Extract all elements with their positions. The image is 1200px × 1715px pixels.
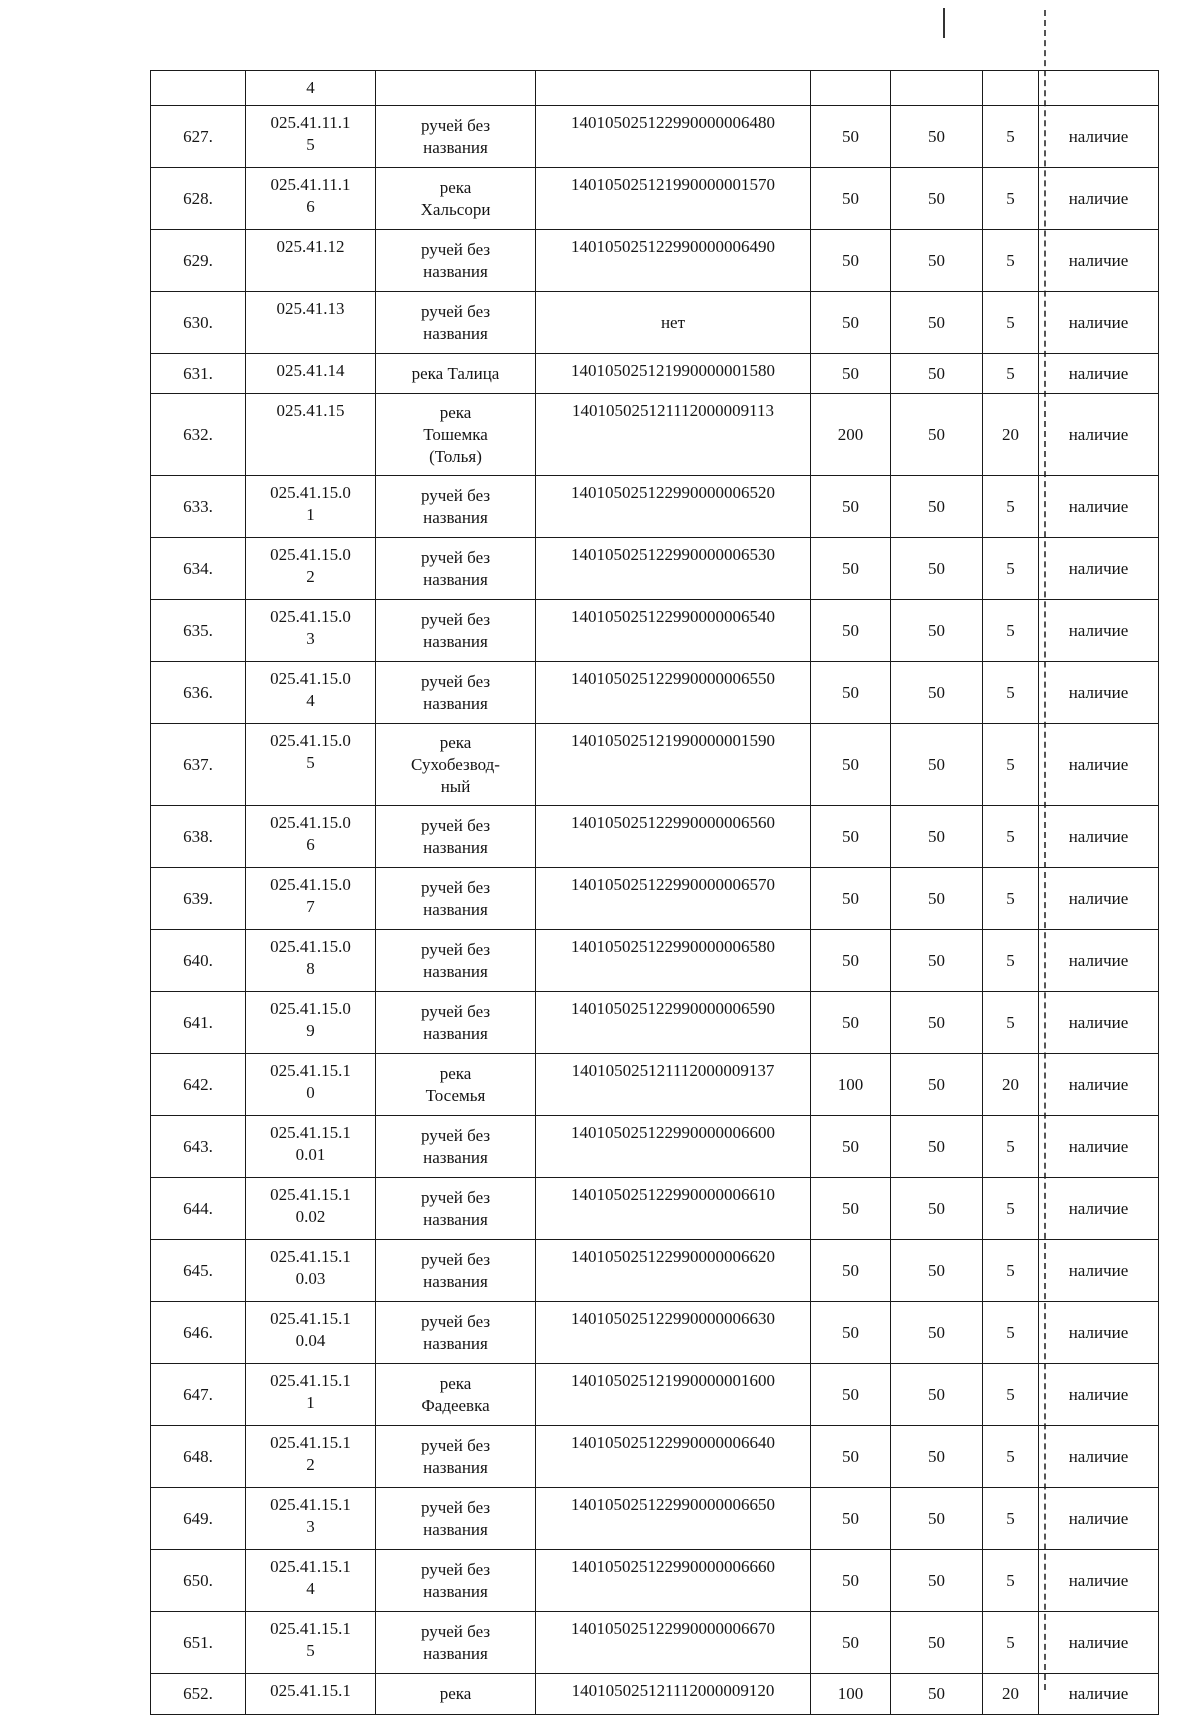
table-row: [151, 476, 1159, 538]
status-cell: наличие: [1039, 394, 1159, 476]
row-number-cell: 639.: [151, 868, 246, 930]
object-code-cell: 025.41.15: [246, 394, 376, 476]
status-cell: наличие: [1039, 230, 1159, 292]
status-cell: наличие: [1039, 1364, 1159, 1426]
row-number-cell: 634.: [151, 538, 246, 600]
value-cell-7: 20: [983, 1674, 1039, 1715]
value-cell-6: 50: [891, 230, 983, 292]
value-cell-6: 50: [891, 1612, 983, 1674]
value-cell-7: 20: [983, 1054, 1039, 1116]
row-number-cell: 649.: [151, 1488, 246, 1550]
value-cell-6: 50: [891, 806, 983, 868]
value-cell-6: 50: [891, 538, 983, 600]
object-code-cell: 025.41.15.1 0.03: [246, 1240, 376, 1302]
value-cell-5: 50: [811, 992, 891, 1054]
registry-number-cell: 140105025122990000006650: [536, 1488, 811, 1550]
object-name-cell: река Тошемка (Толья): [376, 394, 536, 476]
row-number-cell: 628.: [151, 168, 246, 230]
row-number-cell: 647.: [151, 1364, 246, 1426]
object-code-cell: 025.41.15.0 1: [246, 476, 376, 538]
value-cell-6: 50: [891, 1054, 983, 1116]
object-name-cell: ручей без названия: [376, 538, 536, 600]
row-number-cell: 642.: [151, 1054, 246, 1116]
value-cell-7: 5: [983, 476, 1039, 538]
object-name-cell: ручей без названия: [376, 600, 536, 662]
table-row: [151, 538, 1159, 600]
status-cell: наличие: [1039, 354, 1159, 394]
table-row: [151, 600, 1159, 662]
value-cell-6: 50: [891, 354, 983, 394]
status-cell: наличие: [1039, 1488, 1159, 1550]
registry-number-cell: 140105025122990000006550: [536, 662, 811, 724]
value-cell-5: 50: [811, 1302, 891, 1364]
table-row: [151, 992, 1159, 1054]
status-cell: наличие: [1039, 1550, 1159, 1612]
value-cell-5: 200: [811, 394, 891, 476]
header-cell: [376, 71, 536, 106]
registry-number-cell: 140105025122990000006560: [536, 806, 811, 868]
registry-number-cell: 140105025121990000001590: [536, 724, 811, 806]
object-name-cell: ручей без названия: [376, 1116, 536, 1178]
table-row: [151, 1054, 1159, 1116]
table-row: [151, 1240, 1159, 1302]
row-number-cell: 635.: [151, 600, 246, 662]
value-cell-5: 50: [811, 106, 891, 168]
registry-number-cell: 140105025122990000006490: [536, 230, 811, 292]
status-cell: наличие: [1039, 292, 1159, 354]
value-cell-6: 50: [891, 476, 983, 538]
status-cell: наличие: [1039, 724, 1159, 806]
value-cell-5: 50: [811, 1364, 891, 1426]
object-name-cell: ручей без названия: [376, 476, 536, 538]
value-cell-5: 50: [811, 538, 891, 600]
table-row: [151, 1178, 1159, 1240]
row-number-cell: 630.: [151, 292, 246, 354]
status-cell: наличие: [1039, 168, 1159, 230]
value-cell-6: 50: [891, 1488, 983, 1550]
status-cell: наличие: [1039, 868, 1159, 930]
status-cell: наличие: [1039, 1116, 1159, 1178]
row-number-cell: 640.: [151, 930, 246, 992]
status-cell: наличие: [1039, 538, 1159, 600]
table-row: [151, 106, 1159, 168]
value-cell-6: 50: [891, 868, 983, 930]
row-number-cell: 636.: [151, 662, 246, 724]
table-row: [151, 1674, 1159, 1715]
object-name-cell: ручей без названия: [376, 868, 536, 930]
status-cell: наличие: [1039, 806, 1159, 868]
row-number-cell: 650.: [151, 1550, 246, 1612]
object-name-cell: ручей без названия: [376, 230, 536, 292]
value-cell-6: 50: [891, 1178, 983, 1240]
table-row: [151, 930, 1159, 992]
row-number-cell: 631.: [151, 354, 246, 394]
value-cell-7: 5: [983, 662, 1039, 724]
value-cell-7: 5: [983, 1488, 1039, 1550]
table-row: [151, 1116, 1159, 1178]
table-row: [151, 1302, 1159, 1364]
object-code-cell: 025.41.15.1 0: [246, 1054, 376, 1116]
value-cell-5: 50: [811, 868, 891, 930]
object-code-cell: 025.41.11.1 5: [246, 106, 376, 168]
value-cell-5: 50: [811, 1612, 891, 1674]
value-cell-7: 5: [983, 106, 1039, 168]
value-cell-5: 50: [811, 476, 891, 538]
object-name-cell: ручей без названия: [376, 1426, 536, 1488]
value-cell-5: 50: [811, 1116, 891, 1178]
object-name-cell: река Фадеевка: [376, 1364, 536, 1426]
table-row: [151, 1364, 1159, 1426]
value-cell-7: 5: [983, 868, 1039, 930]
column-number-row: [151, 71, 1159, 106]
value-cell-7: 5: [983, 806, 1039, 868]
value-cell-7: 5: [983, 1240, 1039, 1302]
row-number-cell: 637.: [151, 724, 246, 806]
value-cell-6: 50: [891, 292, 983, 354]
object-code-cell: 025.41.11.1 6: [246, 168, 376, 230]
object-code-cell: 025.41.15.0 6: [246, 806, 376, 868]
value-cell-7: 5: [983, 292, 1039, 354]
object-code-cell: 025.41.15.0 9: [246, 992, 376, 1054]
table-row: [151, 868, 1159, 930]
object-code-cell: 025.41.15.1 4: [246, 1550, 376, 1612]
object-code-cell: 025.41.15.0 4: [246, 662, 376, 724]
value-cell-6: 50: [891, 1116, 983, 1178]
object-code-cell: 025.41.13: [246, 292, 376, 354]
object-name-cell: ручей без названия: [376, 1302, 536, 1364]
status-cell: наличие: [1039, 930, 1159, 992]
value-cell-7: 5: [983, 1302, 1039, 1364]
object-name-cell: ручей без названия: [376, 1178, 536, 1240]
status-cell: наличие: [1039, 476, 1159, 538]
value-cell-5: 50: [811, 1488, 891, 1550]
value-cell-5: 50: [811, 1178, 891, 1240]
header-cell: 4: [246, 71, 376, 106]
value-cell-6: 50: [891, 1550, 983, 1612]
registry-number-cell: 140105025121990000001600: [536, 1364, 811, 1426]
object-name-cell: ручей без названия: [376, 1488, 536, 1550]
row-number-cell: 629.: [151, 230, 246, 292]
object-name-cell: река Сухобезвод- ный: [376, 724, 536, 806]
value-cell-6: 50: [891, 600, 983, 662]
value-cell-7: 5: [983, 1612, 1039, 1674]
object-name-cell: ручей без названия: [376, 292, 536, 354]
header-cell: [151, 71, 246, 106]
status-cell: наличие: [1039, 106, 1159, 168]
value-cell-6: 50: [891, 1240, 983, 1302]
object-code-cell: 025.41.15.1 5: [246, 1612, 376, 1674]
object-code-cell: 025.41.15.0 7: [246, 868, 376, 930]
registry-number-cell: 140105025122990000006570: [536, 868, 811, 930]
value-cell-5: 50: [811, 354, 891, 394]
value-cell-7: 5: [983, 538, 1039, 600]
object-name-cell: ручей без названия: [376, 1550, 536, 1612]
value-cell-5: 50: [811, 292, 891, 354]
value-cell-6: 50: [891, 930, 983, 992]
object-name-cell: река Тосемья: [376, 1054, 536, 1116]
table-row: [151, 806, 1159, 868]
status-cell: наличие: [1039, 600, 1159, 662]
status-cell: наличие: [1039, 1240, 1159, 1302]
row-number-cell: 643.: [151, 1116, 246, 1178]
value-cell-5: 50: [811, 724, 891, 806]
object-code-cell: 025.41.15.1 2: [246, 1426, 376, 1488]
object-name-cell: река Хальсори: [376, 168, 536, 230]
table-row: [151, 724, 1159, 806]
table-row: [151, 1550, 1159, 1612]
row-number-cell: 652.: [151, 1674, 246, 1715]
object-code-cell: 025.41.15.1 1: [246, 1364, 376, 1426]
value-cell-6: 50: [891, 1426, 983, 1488]
value-cell-7: 5: [983, 724, 1039, 806]
object-name-cell: ручей без названия: [376, 806, 536, 868]
value-cell-6: 50: [891, 662, 983, 724]
registry-number-cell: 140105025121112000009137: [536, 1054, 811, 1116]
table-row: [151, 1488, 1159, 1550]
table-row: [151, 1426, 1159, 1488]
object-name-cell: ручей без названия: [376, 662, 536, 724]
value-cell-7: 5: [983, 600, 1039, 662]
status-cell: наличие: [1039, 1302, 1159, 1364]
object-name-cell: река Талица: [376, 354, 536, 394]
status-cell: наличие: [1039, 1054, 1159, 1116]
row-number-cell: 644.: [151, 1178, 246, 1240]
value-cell-5: 50: [811, 1240, 891, 1302]
object-code-cell: 025.41.15.0 2: [246, 538, 376, 600]
value-cell-7: 5: [983, 1116, 1039, 1178]
object-code-cell: 025.41.14: [246, 354, 376, 394]
registry-number-cell: 140105025122990000006630: [536, 1302, 811, 1364]
water-objects-table: [150, 70, 1159, 1715]
status-cell: наличие: [1039, 992, 1159, 1054]
registry-number-cell: 140105025122990000006600: [536, 1116, 811, 1178]
value-cell-6: 50: [891, 1302, 983, 1364]
value-cell-6: 50: [891, 106, 983, 168]
row-number-cell: 646.: [151, 1302, 246, 1364]
registry-number-cell: 140105025122990000006670: [536, 1612, 811, 1674]
status-cell: наличие: [1039, 1178, 1159, 1240]
object-code-cell: 025.41.15.1 0.02: [246, 1178, 376, 1240]
table-row: [151, 662, 1159, 724]
object-name-cell: ручей без названия: [376, 992, 536, 1054]
object-code-cell: 025.41.15.0 3: [246, 600, 376, 662]
object-name-cell: ручей без названия: [376, 1240, 536, 1302]
scan-tick-mark: [943, 8, 945, 38]
object-name-cell: ручей без названия: [376, 930, 536, 992]
header-cell: [983, 71, 1039, 106]
value-cell-7: 5: [983, 230, 1039, 292]
object-name-cell: ручей без названия: [376, 106, 536, 168]
value-cell-6: 50: [891, 724, 983, 806]
row-number-cell: 651.: [151, 1612, 246, 1674]
registry-number-cell: 140105025122990000006620: [536, 1240, 811, 1302]
registry-number-cell: 140105025121990000001570: [536, 168, 811, 230]
value-cell-5: 50: [811, 806, 891, 868]
registry-number-cell: 140105025122990000006660: [536, 1550, 811, 1612]
object-code-cell: 025.41.15.0 8: [246, 930, 376, 992]
header-cell: [891, 71, 983, 106]
object-code-cell: 025.41.15.1: [246, 1674, 376, 1715]
object-code-cell: 025.41.12: [246, 230, 376, 292]
registry-number-cell: 140105025122990000006610: [536, 1178, 811, 1240]
object-name-cell: река: [376, 1674, 536, 1715]
row-number-cell: 633.: [151, 476, 246, 538]
value-cell-5: 100: [811, 1674, 891, 1715]
registry-number-cell: нет: [536, 292, 811, 354]
value-cell-5: 100: [811, 1054, 891, 1116]
value-cell-5: 50: [811, 1426, 891, 1488]
value-cell-7: 5: [983, 1550, 1039, 1612]
header-cell: [811, 71, 891, 106]
object-code-cell: 025.41.15.1 3: [246, 1488, 376, 1550]
registry-number-cell: 140105025122990000006540: [536, 600, 811, 662]
status-cell: наличие: [1039, 662, 1159, 724]
header-cell: [536, 71, 811, 106]
table-row: [151, 394, 1159, 476]
value-cell-7: 5: [983, 1178, 1039, 1240]
registry-number-cell: 140105025122990000006640: [536, 1426, 811, 1488]
row-number-cell: 645.: [151, 1240, 246, 1302]
registry-number-cell: 140105025122990000006480: [536, 106, 811, 168]
value-cell-6: 50: [891, 1674, 983, 1715]
row-number-cell: 638.: [151, 806, 246, 868]
table-row: [151, 1612, 1159, 1674]
status-cell: наличие: [1039, 1674, 1159, 1715]
registry-number-cell: 140105025122990000006520: [536, 476, 811, 538]
value-cell-7: 5: [983, 1426, 1039, 1488]
value-cell-5: 50: [811, 1550, 891, 1612]
value-cell-7: 5: [983, 354, 1039, 394]
registry-number-cell: 140105025122990000006580: [536, 930, 811, 992]
value-cell-5: 50: [811, 168, 891, 230]
registry-number-cell: 140105025122990000006590: [536, 992, 811, 1054]
row-number-cell: 641.: [151, 992, 246, 1054]
value-cell-6: 50: [891, 394, 983, 476]
row-number-cell: 627.: [151, 106, 246, 168]
registry-number-cell: 140105025121112000009113: [536, 394, 811, 476]
value-cell-6: 50: [891, 992, 983, 1054]
table-row: [151, 292, 1159, 354]
registry-number-cell: 140105025121990000001580: [536, 354, 811, 394]
value-cell-6: 50: [891, 168, 983, 230]
object-code-cell: 025.41.15.0 5: [246, 724, 376, 806]
object-code-cell: 025.41.15.1 0.01: [246, 1116, 376, 1178]
object-name-cell: ручей без названия: [376, 1612, 536, 1674]
table-row: [151, 354, 1159, 394]
value-cell-7: 5: [983, 168, 1039, 230]
value-cell-7: 20: [983, 394, 1039, 476]
table-row: [151, 230, 1159, 292]
row-number-cell: 632.: [151, 394, 246, 476]
status-cell: наличие: [1039, 1612, 1159, 1674]
table-body: [151, 71, 1159, 1715]
object-code-cell: 025.41.15.1 0.04: [246, 1302, 376, 1364]
table-row: [151, 168, 1159, 230]
value-cell-7: 5: [983, 992, 1039, 1054]
value-cell-5: 50: [811, 600, 891, 662]
row-number-cell: 648.: [151, 1426, 246, 1488]
value-cell-6: 50: [891, 1364, 983, 1426]
value-cell-5: 50: [811, 230, 891, 292]
registry-number-cell: 140105025122990000006530: [536, 538, 811, 600]
status-cell: наличие: [1039, 1426, 1159, 1488]
registry-number-cell: 140105025121112000009120: [536, 1674, 811, 1715]
value-cell-7: 5: [983, 930, 1039, 992]
value-cell-7: 5: [983, 1364, 1039, 1426]
value-cell-5: 50: [811, 662, 891, 724]
header-cell: [1039, 71, 1159, 106]
value-cell-5: 50: [811, 930, 891, 992]
